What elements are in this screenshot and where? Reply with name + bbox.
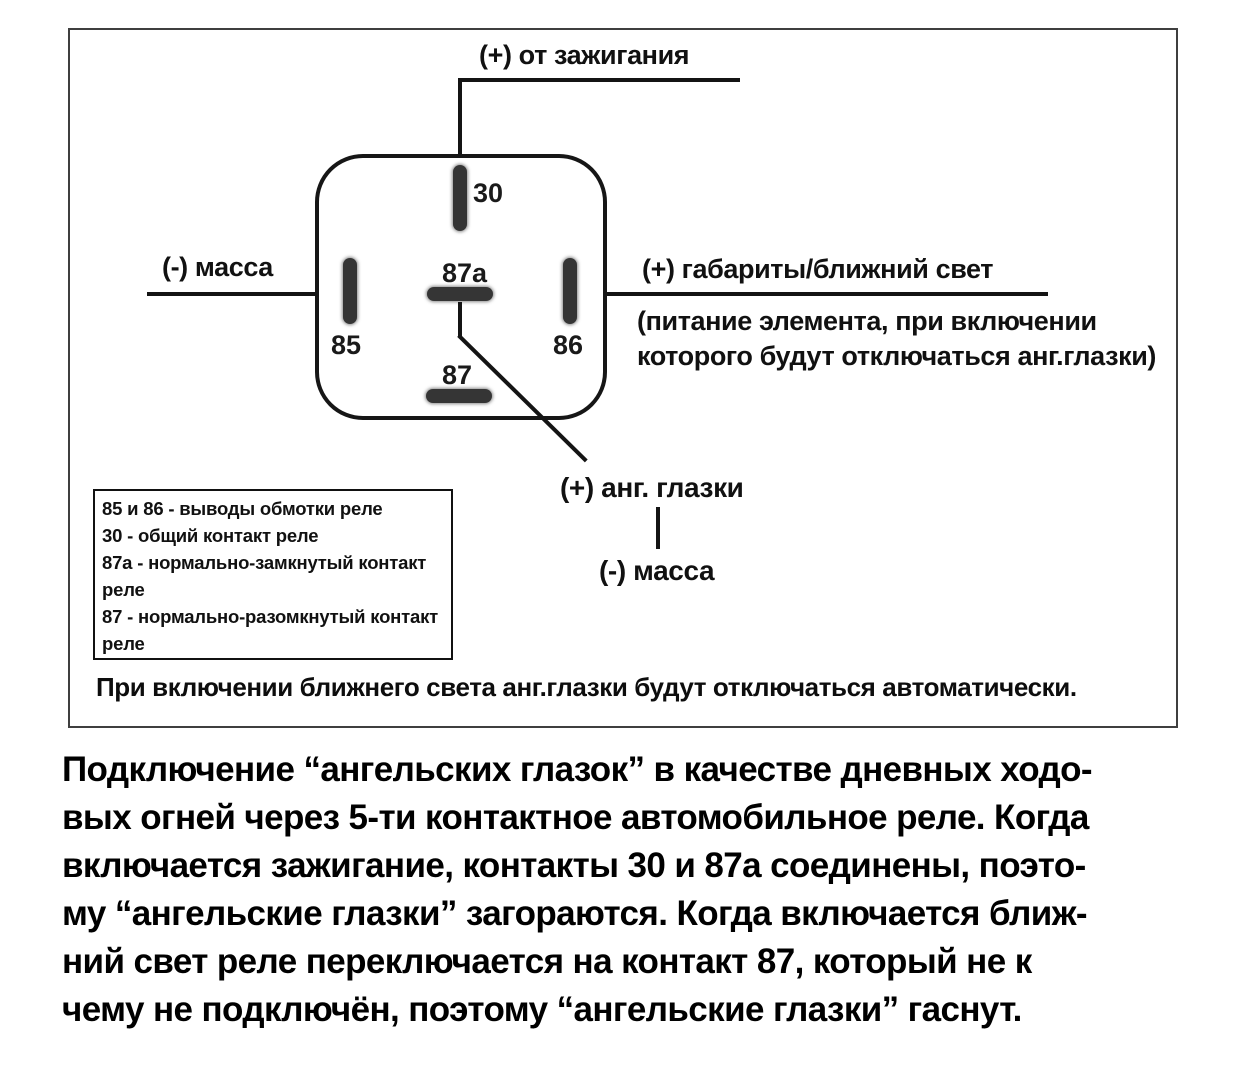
pin-85-label: 85 bbox=[331, 330, 362, 360]
ignition-wire-horizontal bbox=[458, 78, 740, 82]
legend-line: 87 - нормально-разомкнутый контакт bbox=[102, 606, 439, 627]
description-paragraph bbox=[62, 746, 1192, 1034]
legend-line: 87а - нормально-замкнутый контакт bbox=[102, 552, 427, 573]
description-line: включается зажигание, контакты 30 и 87а соединены, поэто- bbox=[62, 846, 1086, 885]
description-line: чему не подключён, поэтому “ангельские глазки” гаснут. bbox=[62, 990, 1022, 1029]
angel-eyes-label: (+) анг. глазки bbox=[560, 472, 744, 503]
description-line: му “ангельские глазки” загораются. Когда включается ближ- bbox=[62, 894, 1087, 933]
ignition-label: (+) от зажигания bbox=[479, 40, 690, 70]
pin-87a-label: 87а bbox=[442, 258, 488, 288]
description-line: Подключение “ангельских глазок” в качестве дневных ходо- bbox=[62, 750, 1092, 789]
ground-left-label: (-) масса bbox=[162, 252, 273, 282]
legend-line: 85 и 86 - выводы обмотки реле bbox=[102, 498, 383, 519]
legend-line: 30 - общий контакт реле bbox=[102, 525, 319, 546]
legend-line: реле bbox=[102, 579, 145, 600]
description-line: ний свет реле переключается на контакт 87, который не к bbox=[62, 942, 1032, 981]
dims-wire bbox=[588, 292, 1048, 296]
pin-87 bbox=[426, 389, 492, 403]
diagram-caption: При включении ближнего света анг.глазки будут отключаться автоматически. bbox=[96, 672, 1077, 702]
pin-86 bbox=[563, 258, 577, 324]
pin-30 bbox=[453, 165, 467, 231]
relay-wiring-diagram bbox=[68, 28, 1178, 728]
pin-86-label: 86 bbox=[553, 330, 584, 360]
ground-bottom-label: (-) масса bbox=[599, 555, 715, 586]
dims-label: (+) габариты/ближний свет bbox=[642, 254, 994, 284]
legend-line: реле bbox=[102, 633, 145, 654]
pin-85 bbox=[343, 258, 357, 324]
pin-87a bbox=[427, 287, 493, 301]
angel-wire-vertical-bottom bbox=[656, 507, 660, 549]
description-line: вых огней через 5-ти контактное автомобильное реле. Когда bbox=[62, 798, 1089, 837]
angel-wire-vertical-top bbox=[458, 302, 462, 336]
pin-87-label: 87 bbox=[442, 360, 473, 390]
pin-30-label: 30 bbox=[473, 178, 504, 208]
dims-note-line1: (питание элемента, при включении bbox=[637, 306, 1097, 336]
legend-box bbox=[93, 489, 453, 660]
dims-note-line2: которого будут отключаться анг.глазки) bbox=[637, 341, 1157, 371]
